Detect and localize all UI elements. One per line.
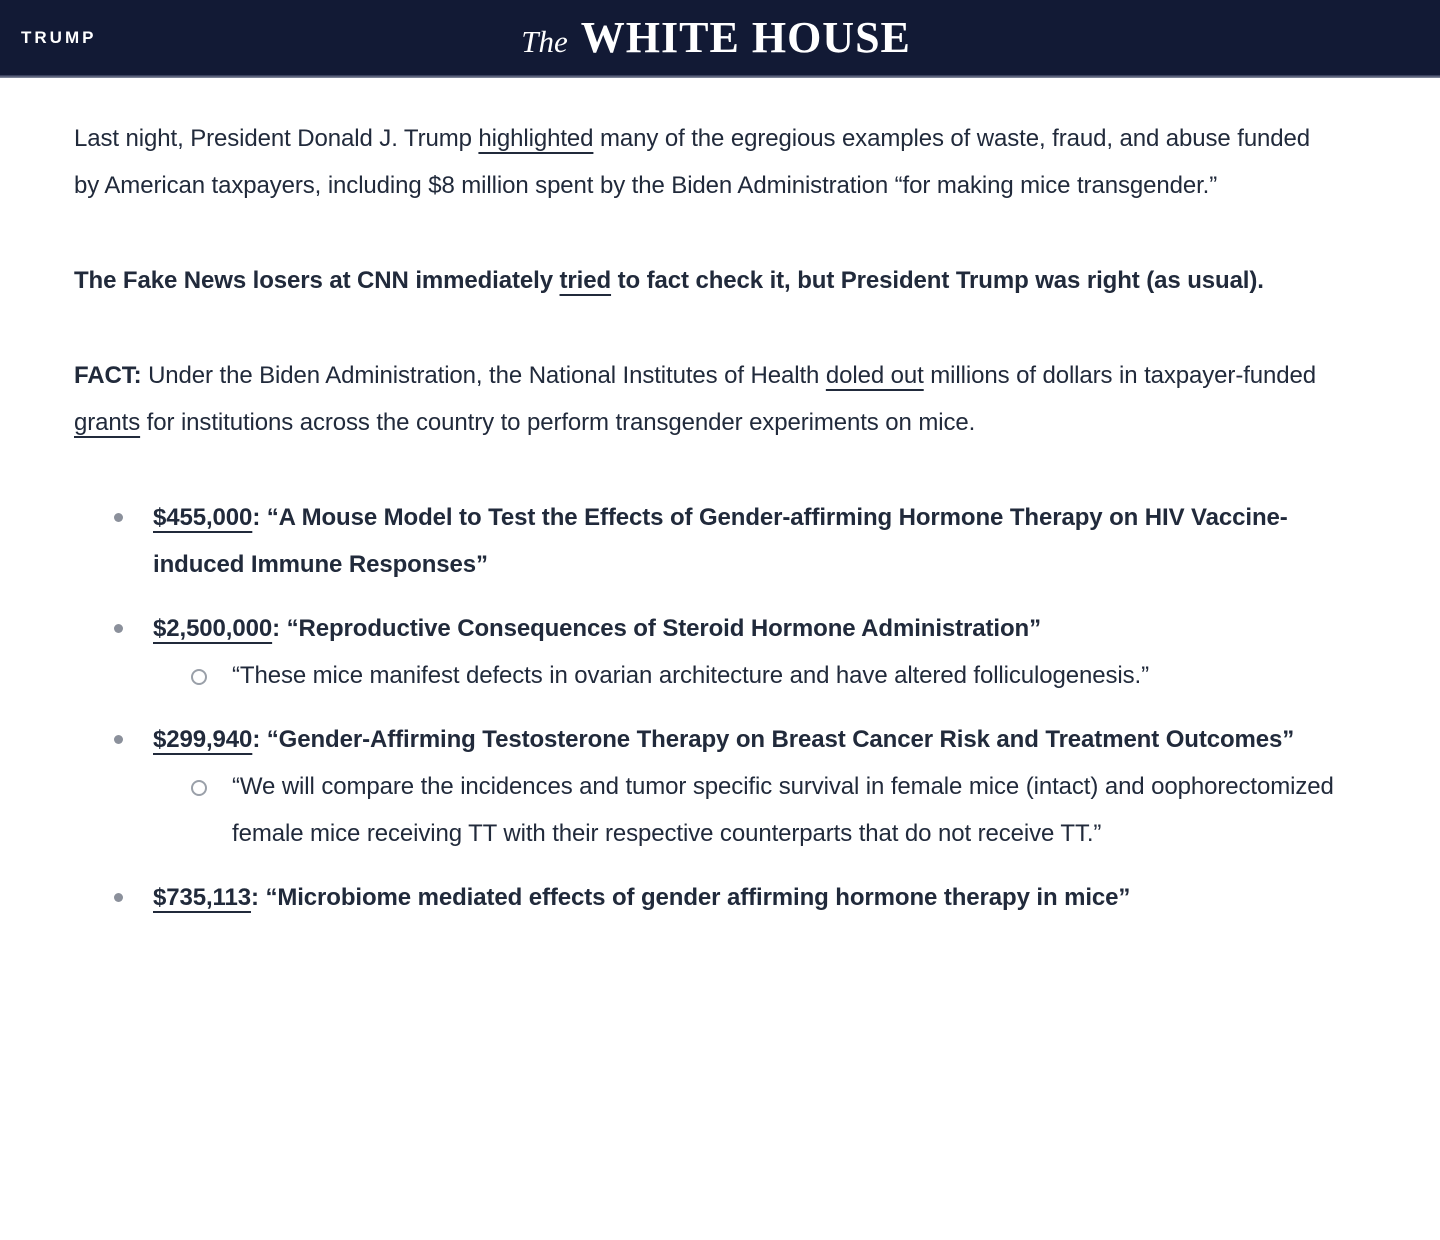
grant-item-2500000 bbox=[74, 605, 1336, 699]
fact-text-pre: Under the Biden Administration, the National Institutes of Health bbox=[141, 362, 826, 389]
logo-title: WHITE HOUSE bbox=[580, 13, 911, 62]
paragraph-intro bbox=[74, 115, 1336, 209]
paragraph-cnn bbox=[74, 257, 1336, 304]
grant-title: : “Reproductive Consequences of Steroid Hormone Administration” bbox=[272, 615, 1042, 642]
grant-item-299940 bbox=[74, 716, 1336, 857]
grant-item-735113 bbox=[74, 874, 1336, 921]
fact-text-post: for institutions across the country to perform transgender experiments on mice. bbox=[140, 409, 976, 436]
grant-title: : “A Mouse Model to Test the Effects of Gender-affirming Hormone Therapy on HIV Vaccine-induced Immune Responses” bbox=[153, 504, 1288, 578]
article-body bbox=[74, 78, 1336, 921]
fact-label: FACT: bbox=[74, 362, 142, 389]
brand-label[interactable]: TRUMP bbox=[21, 27, 97, 47]
fact-text-mid: millions of dollars in taxpayer-funded bbox=[923, 362, 1317, 389]
grant-title: : “Microbiome mediated effects of gender affirming hormone therapy in mice” bbox=[250, 884, 1131, 911]
grant-quote: “We will compare the incidences and tumor specific survival in female mice (intact) and oophorectomized female mice receiving TT with their respective counterparts that do not receive TT.” bbox=[153, 763, 1336, 857]
logo-the: The bbox=[521, 24, 568, 59]
grant-item-455000 bbox=[74, 494, 1336, 588]
doled-out-link[interactable]: doled out bbox=[825, 362, 924, 389]
grants-link[interactable]: grants bbox=[74, 409, 141, 436]
intro-text-post: many of the egregious examples of waste, fraud, and abuse funded by American taxpayers, including $8 million spent by the Biden Administration “for making mice transgender.” bbox=[74, 125, 1311, 199]
cnn-text-pre: The Fake News losers at CNN immediately bbox=[74, 267, 560, 294]
site-header bbox=[0, 0, 1440, 75]
grant-amount-link[interactable]: $735,113 bbox=[153, 884, 251, 911]
grant-list bbox=[74, 494, 1336, 921]
grant-quote: “These mice manifest defects in ovarian architecture and have altered folliculogenesis.” bbox=[153, 652, 1336, 699]
highlighted-link[interactable]: highlighted bbox=[478, 125, 594, 152]
grant-title: : “Gender-Affirming Testosterone Therapy on Breast Cancer Risk and Treatment Outcomes” bbox=[252, 726, 1295, 753]
grant-quote-list bbox=[153, 763, 1336, 857]
tried-link[interactable]: tried bbox=[559, 267, 612, 294]
grant-quote-list bbox=[153, 652, 1336, 699]
grant-amount-link[interactable]: $455,000 bbox=[153, 504, 253, 531]
paragraph-fact bbox=[74, 352, 1336, 446]
grant-amount-link[interactable]: $299,940 bbox=[153, 726, 253, 753]
whitehouse-logo[interactable] bbox=[521, 12, 911, 63]
intro-text-pre: Last night, President Donald J. Trump bbox=[74, 125, 479, 152]
cnn-text-post: to fact check it, but President Trump was right (as usual). bbox=[611, 267, 1264, 294]
grant-amount-link[interactable]: $2,500,000 bbox=[153, 615, 273, 642]
